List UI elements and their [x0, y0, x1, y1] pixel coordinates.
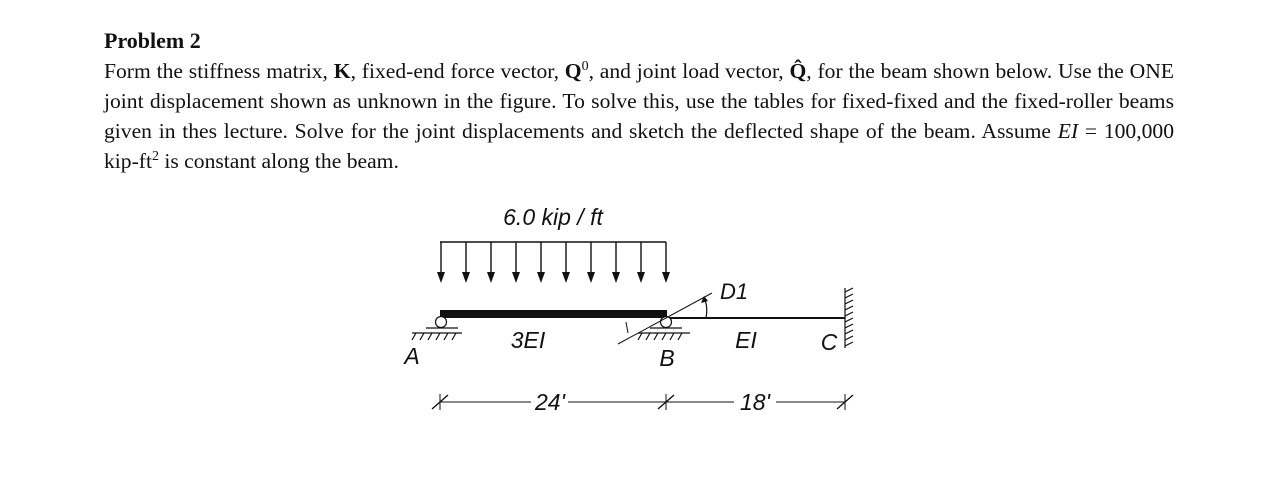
statement-part-3: , and joint load vector, [588, 59, 790, 83]
load-arrow [637, 242, 645, 283]
pin-support-a [412, 317, 462, 341]
node-label-b: B [659, 345, 675, 371]
distributed-load-arrows [437, 242, 670, 283]
load-arrow [512, 242, 520, 283]
load-arrow [487, 242, 495, 283]
fixed-end-force-symbol: Q [564, 59, 582, 83]
statement-part-2: , fixed-end force vector, [350, 59, 565, 83]
load-arrow [562, 242, 570, 283]
ft-squared-superscript: 2 [151, 149, 159, 164]
fixed-support-c [845, 288, 853, 348]
statement-part-5: = 100,000 kip-ft [104, 119, 1174, 173]
load-arrow [462, 242, 470, 283]
load-arrow [537, 242, 545, 283]
tangent-tick [626, 322, 628, 333]
statement-part-6: is constant along the beam. [158, 149, 399, 173]
load-arrow [587, 242, 595, 283]
stiffness-matrix-symbol: K [333, 59, 351, 83]
fixed-end-force-superscript: 0 [581, 59, 589, 74]
span-ab-stiffness: 3EI [510, 327, 546, 353]
load-arrow [437, 242, 445, 283]
joint-load-symbol: Q̂ [789, 59, 807, 83]
span-bc-stiffness: EI [735, 327, 757, 353]
node-label-c: C [820, 329, 838, 355]
node-label-a: A [404, 343, 420, 369]
span-ab-length: 24' [535, 389, 565, 415]
beam-span-ab [440, 310, 667, 318]
statement-part-4: , for the beam shown below. Use the ONE joint displacement shown as unknown in the figure. To solve this, use the tables for fixed-fixed and the fixed-roller beams given in thes lecture. Solve for the joint displacements and sketch the deflected shape of the beam. Assume [104, 59, 1174, 143]
dof-label-d1: D1 [720, 279, 749, 304]
ei-symbol: EI [1057, 119, 1079, 143]
statement-part-1: Form the stiffness matrix, [104, 59, 334, 83]
rotation-arrow-icon [701, 296, 708, 318]
dimension-lines [432, 394, 853, 410]
problem-heading: Problem 2 [104, 28, 201, 53]
load-arrow [662, 242, 670, 283]
load-arrow [612, 242, 620, 283]
pin-support-b [638, 317, 690, 341]
distributed-load-label: 6.0 kip / ft [503, 204, 603, 230]
span-bc-length: 18' [740, 389, 770, 415]
